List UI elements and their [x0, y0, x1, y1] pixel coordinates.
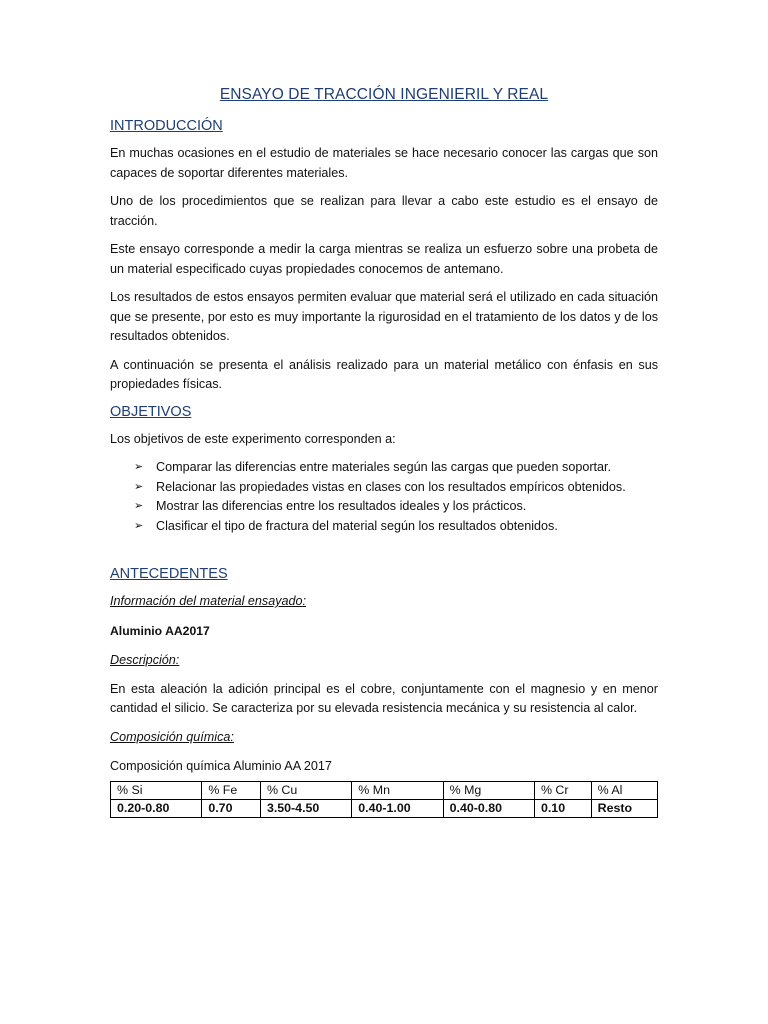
intro-paragraph-4: Los resultados de estos ensayos permiten evaluar que material será el utilizado en cada situación que se presente, por esto es muy importante la rigurosidad en el tratamiento de los datos y de los resultados obtenidos. [110, 290, 658, 343]
table-header-cell: % Mg [443, 781, 534, 799]
table-header-cell: % Cu [260, 781, 351, 799]
table-cell: 0.40-0.80 [443, 799, 534, 817]
arrow-bullet-icon: ➢ [134, 500, 144, 512]
antecedents-heading: ANTECEDENTES [110, 566, 228, 582]
intro-paragraph-5: A continuación se presenta el análisis realizado para un material metálico con énfasis en sus propiedades físicas. [110, 357, 658, 391]
intro-heading: INTRODUCCIÓN [110, 118, 223, 134]
intro-paragraph-1: En muchas ocasiones en el estudio de materiales se hace necesario conocer las cargas que son capaces de soportar diferentes materiales. [110, 146, 658, 180]
objectives-lead: Los objetivos de este experimento corresponden a: [110, 431, 396, 446]
table-cell: 0.10 [534, 799, 591, 817]
composition-label: Composición química: [110, 729, 234, 744]
list-item: ➢ Clasificar el tipo de fractura del material según los resultados obtenidos. [110, 517, 658, 537]
arrow-bullet-icon: ➢ [134, 519, 144, 532]
material-name: Aluminio AA2017 [110, 623, 210, 638]
composition-caption: Composición química Aluminio AA 2017 [110, 759, 332, 773]
document-title: ENSAYO DE TRACCIÓN INGENIERIL Y REAL [219, 86, 549, 103]
composition-table [110, 781, 658, 818]
list-item: ➢ Relacionar las propiedades vistas en clases con los resultados empíricos obtenidos. [110, 478, 658, 498]
arrow-bullet-icon: ➢ [134, 480, 144, 493]
table-cell: Resto [591, 799, 657, 817]
table-header-cell: % Si [111, 781, 202, 799]
table-cell: 0.40-1.00 [352, 799, 443, 817]
list-item: ➢ Mostrar las diferencias entre los resultados ideales y los prácticos. [110, 497, 658, 517]
table-header-cell: % Fe [202, 781, 261, 799]
objectives-heading: OBJETIVOS [110, 403, 192, 420]
arrow-bullet-icon: ➢ [134, 461, 144, 473]
description-label: Descripción: [110, 653, 180, 667]
table-header-cell: % Al [591, 781, 657, 799]
table-header-row [111, 781, 658, 799]
intro-paragraph-2: Uno de los procedimientos que se realizan para llevar a cabo este estudio es el ensayo de tracción. [110, 194, 658, 228]
table-cell: 3.50-4.50 [260, 799, 351, 817]
table-cell: 0.20-0.80 [111, 799, 202, 817]
description-text: En esta aleación la adición principal es el cobre, conjuntamente con el magnesio y en menor cantidad el silicio. Se caracteriza por su elevada resistencia mecánica y su resistencia al calor. [110, 681, 658, 715]
table-cell: 0.70 [202, 799, 261, 817]
objectives-list [110, 458, 658, 536]
document-page [110, 86, 658, 818]
table-header-cell: % Cr [534, 781, 591, 799]
table-row [111, 799, 658, 817]
list-item: ➢ Comparar las diferencias entre materiales según las cargas que pueden soportar. [110, 458, 658, 478]
material-info-label: Información del material ensayado: [110, 594, 307, 608]
intro-paragraph-3: Este ensayo corresponde a medir la carga mientras se realiza un esfuerzo sobre una probeta de un material especificado cuyas propiedades conocemos de antemano. [110, 242, 658, 276]
table-header-cell: % Mn [352, 781, 443, 799]
